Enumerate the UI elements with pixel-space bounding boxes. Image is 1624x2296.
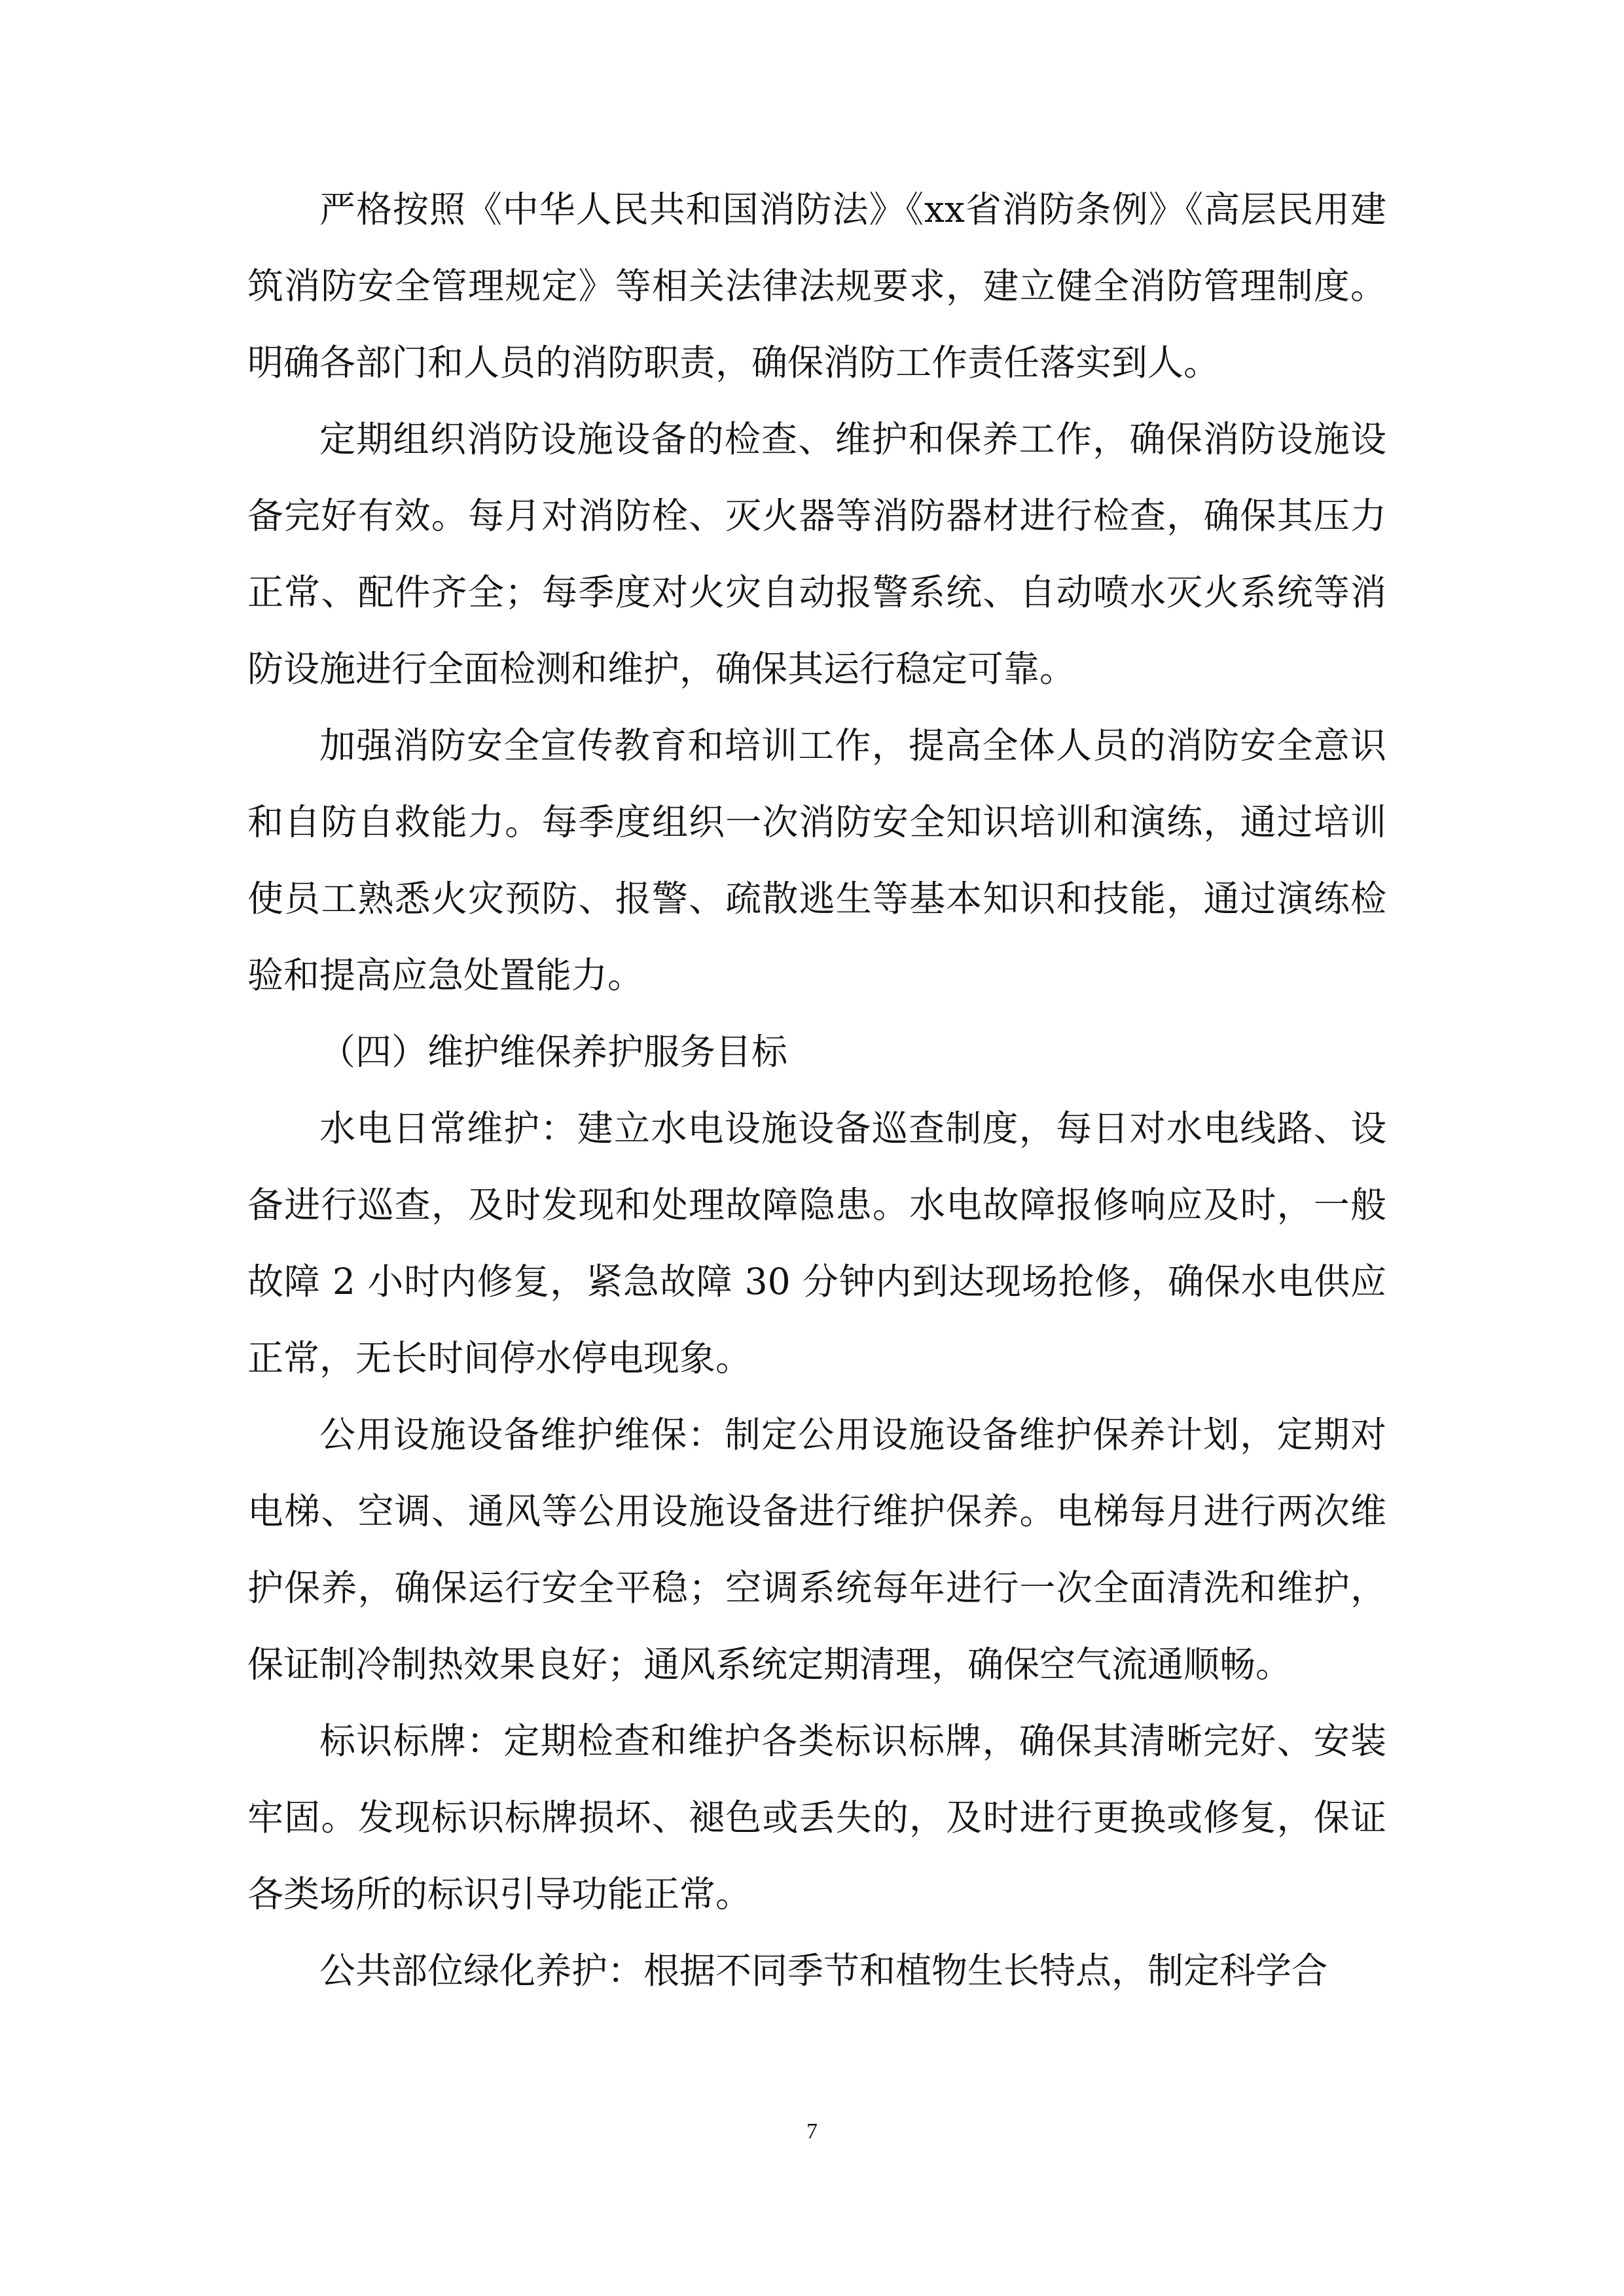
page-number: 7 [806,2119,818,2144]
paragraph-public-facility-maintenance: 公用设施设备维护维保：制定公用设施设备维护保养计划，定期对电梯、空调、通风等公用设施设备进行维护保养。电梯每月进行两次维护保养，确保运行安全平稳；空调系统每年进行一次全面清洗和维护，保证制冷制热效果良好；通风系统定期清理，确保空气流通顺畅。 [247,1414,1386,1685]
paragraph-fire-safety-training: 加强消防安全宣传教育和培训工作，提高全体人员的消防安全意识和自防自救能力。每季度组织一次消防安全知识培训和演练，通过培训使员工熟悉火灾预防、报警、疏散逃生等基本知识和技能，通过演练检验和提高应急处置能力。 [247,725,1386,996]
paragraph-fire-regulations: 严格按照《中华人民共和国消防法》《xx省消防条例》《高层民用建筑消防安全管理规定》等相关法律法规要求，建立健全消防管理制度。明确各部门和人员的消防职责，确保消防工作责任落实到人。 [247,188,1386,384]
paragraph-greening-care: 公共部位绿化养护：根据不同季节和植物生长特点，制定科学合 [319,1950,1328,1992]
document-body [247,171,1386,2009]
paragraph-water-electric-maintenance: 水电日常维护：建立水电设施设备巡查制度，每日对水电线路、设备进行巡查，及时发现和处理故障隐患。水电故障报修响应及时，一般故障 2 小时内修复，紧急故障 30 分钟内到达现场抢修，确保水电供应正常，无长时间停水停电现象。 [247,1107,1386,1379]
paragraph-signage: 标识标牌：定期检查和维护各类标识标牌，确保其清晰完好、安装牢固。发现标识标牌损坏、褪色或丢失的，及时进行更换或修复，保证各类场所的标识引导功能正常。 [247,1720,1386,1915]
section-heading-maintenance-goals: （四）维护维保养护服务目标 [319,1031,788,1073]
paragraph-fire-equipment-inspection: 定期组织消防设施设备的检查、维护和保养工作，确保消防设施设备完好有效。每月对消防栓、灭火器等消防器材进行检查，确保其压力正常、配件齐全；每季度对火灾自动报警系统、自动喷水灭火系统等消防设施进行全面检测和维护，确保其运行稳定可靠。 [247,418,1386,690]
